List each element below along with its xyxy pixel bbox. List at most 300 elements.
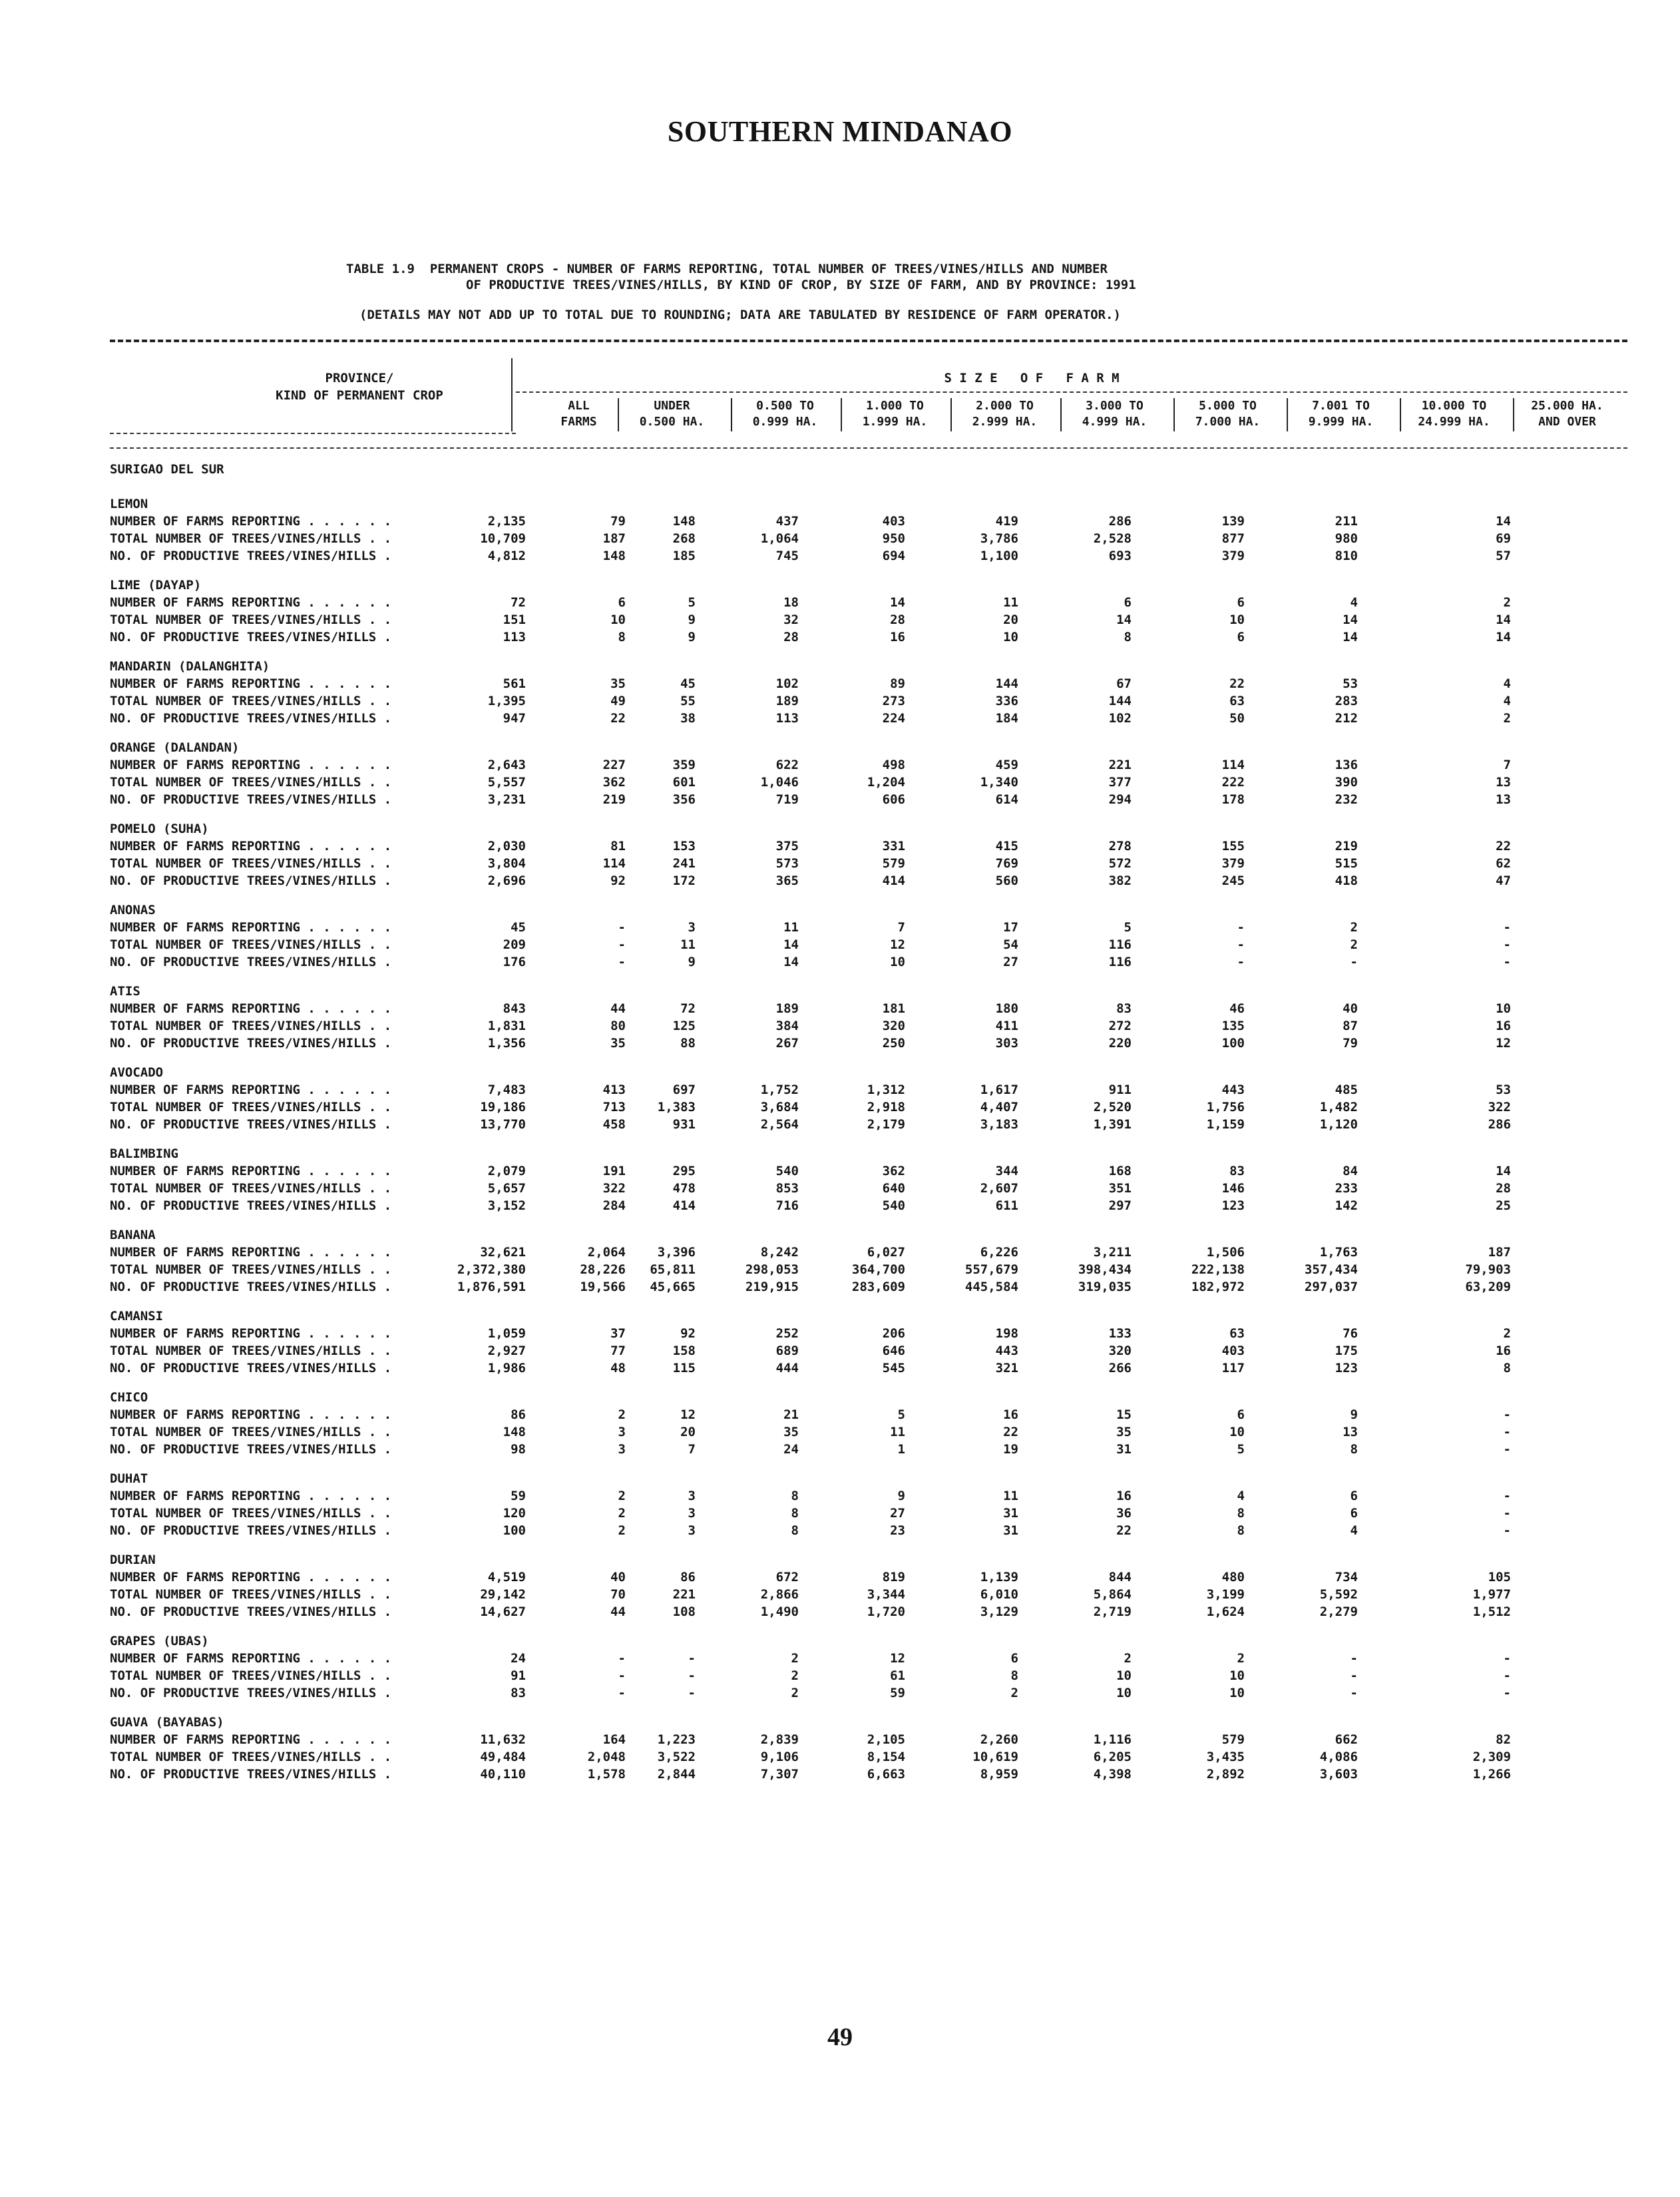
column-divider xyxy=(731,398,732,431)
table-cell: 1,204 xyxy=(867,775,905,790)
table-cell: 3 xyxy=(618,1442,626,1457)
table-cell: 398,434 xyxy=(1078,1262,1132,1277)
table-cell: 35 xyxy=(783,1425,799,1439)
table-cell: 298,053 xyxy=(745,1262,799,1277)
table-cell: 76 xyxy=(1343,1326,1358,1341)
table-cell: 3 xyxy=(618,1425,626,1439)
table-cell: 12 xyxy=(890,937,905,952)
table-cell: 1,059 xyxy=(487,1326,526,1341)
row-label: NO. OF PRODUCTIVE TREES/VINES/HILLS . xyxy=(110,1686,392,1700)
table-cell: - xyxy=(1503,955,1511,969)
table-cell: 1,763 xyxy=(1319,1245,1358,1260)
table-cell: 3 xyxy=(688,920,696,935)
column-divider xyxy=(1060,398,1062,431)
table-cell: 87 xyxy=(1343,1019,1358,1033)
table-cell: 63 xyxy=(1229,694,1245,708)
table-cell: 5,657 xyxy=(487,1181,526,1196)
row-label: TOTAL NUMBER OF TREES/VINES/HILLS . . xyxy=(110,612,392,627)
column-divider xyxy=(1513,398,1514,431)
page-number: 49 xyxy=(827,2023,853,2051)
table-cell: 20 xyxy=(1003,612,1018,627)
column-divider xyxy=(1400,398,1401,431)
table-cell: 16 xyxy=(1496,1343,1511,1358)
table-cell: 1,977 xyxy=(1472,1587,1511,1602)
table-cell: 108 xyxy=(672,1604,696,1619)
table-cell: 2 xyxy=(791,1686,799,1700)
table-cell: 2,607 xyxy=(980,1181,1018,1196)
row-label: NO. OF PRODUCTIVE TREES/VINES/HILLS . xyxy=(110,711,392,726)
table-cell: 2,135 xyxy=(487,514,526,529)
table-row xyxy=(110,1684,1627,1702)
table-row xyxy=(110,675,1627,692)
column-header-line1: 2.000 TO xyxy=(976,399,1034,413)
table-cell: 3 xyxy=(688,1489,696,1503)
table-cell: 14 xyxy=(1496,630,1511,644)
table-row xyxy=(110,692,1627,710)
table-cell: 8 xyxy=(791,1489,799,1503)
table-cell: 22 xyxy=(1496,839,1511,854)
row-label: TOTAL NUMBER OF TREES/VINES/HILLS . . xyxy=(110,1343,392,1358)
column-header-line2: 1.999 HA. xyxy=(862,415,928,429)
table-cell: 418 xyxy=(1335,873,1358,888)
column-header-line1: 5.000 TO xyxy=(1199,399,1257,413)
table-cell: 320 xyxy=(882,1019,905,1033)
table-cell: 1,223 xyxy=(657,1732,696,1747)
row-label: NO. OF PRODUCTIVE TREES/VINES/HILLS . xyxy=(110,1117,392,1132)
table-cell: 4,812 xyxy=(487,549,526,563)
table-cell: 3,435 xyxy=(1206,1750,1245,1764)
size-of-farm-header: S I Z E O F F A R M xyxy=(944,371,1120,385)
table-cell: 10 xyxy=(1116,1668,1132,1683)
table-cell: 5 xyxy=(688,595,696,610)
table-cell: 184 xyxy=(995,711,1018,726)
table-cell: - xyxy=(618,937,626,952)
table-cell: 28 xyxy=(890,612,905,627)
table-row xyxy=(110,919,1627,936)
table-row xyxy=(110,1731,1627,1748)
column-header-line1: 0.500 TO xyxy=(756,399,814,413)
table-row xyxy=(110,530,1627,547)
table-cell: 322 xyxy=(1488,1100,1511,1114)
row-label: NO. OF PRODUCTIVE TREES/VINES/HILLS . xyxy=(110,1523,392,1538)
table-cell: 86 xyxy=(511,1407,526,1422)
table-cell: 5,592 xyxy=(1319,1587,1358,1602)
table-cell: 283,609 xyxy=(851,1280,905,1294)
table-cell: 561 xyxy=(503,676,526,691)
table-cell: 67 xyxy=(1116,676,1132,691)
table-cell: 303 xyxy=(995,1036,1018,1051)
table-cell: 16 xyxy=(1116,1489,1132,1503)
table-row xyxy=(110,855,1627,872)
table-cell: 284 xyxy=(602,1198,626,1213)
table-cell: 694 xyxy=(882,549,905,563)
table-cell: 379 xyxy=(1221,856,1245,871)
crop-list xyxy=(110,495,1627,1783)
column-header-line2: FARMS xyxy=(560,415,597,429)
table-cell: 219 xyxy=(602,792,626,807)
column-header-line1: 25.000 HA. xyxy=(1531,399,1603,413)
table-cell: 72 xyxy=(511,595,526,610)
crop-block xyxy=(110,1389,1627,1458)
table-cell: 44 xyxy=(610,1001,626,1016)
table-cell: 6 xyxy=(1350,1506,1358,1521)
table-cell: 357,434 xyxy=(1304,1262,1358,1277)
table-cell: 2,696 xyxy=(487,873,526,888)
table-cell: 1,116 xyxy=(1093,1732,1132,1747)
table-cell: 14 xyxy=(1343,630,1358,644)
table-cell: 181 xyxy=(882,1001,905,1016)
table-cell: 560 xyxy=(995,873,1018,888)
table-cell: 365 xyxy=(775,873,799,888)
table-cell: 79,903 xyxy=(1465,1262,1511,1277)
table-cell: 136 xyxy=(1335,758,1358,772)
table-cell: 4,407 xyxy=(980,1100,1018,1114)
row-label: NO. OF PRODUCTIVE TREES/VINES/HILLS . xyxy=(110,873,392,888)
table-cell: - xyxy=(1503,1442,1511,1457)
table-cell: 931 xyxy=(672,1117,696,1132)
table-cell: 769 xyxy=(995,856,1018,871)
stub-divider xyxy=(511,358,513,431)
table-cell: 24 xyxy=(511,1651,526,1666)
table-cell: 80 xyxy=(610,1019,626,1033)
table-cell: 5 xyxy=(897,1407,905,1422)
table-cell: 3,786 xyxy=(980,531,1018,546)
stub-bottom-rule xyxy=(110,433,516,434)
table-row xyxy=(110,1035,1627,1052)
table-row xyxy=(110,1487,1627,1505)
table-row xyxy=(110,1505,1627,1522)
crop-block xyxy=(110,1714,1627,1783)
crop-block xyxy=(110,1064,1627,1133)
row-label: NUMBER OF FARMS REPORTING . . . . . . xyxy=(110,676,392,691)
table-cell: 336 xyxy=(995,694,1018,708)
table-row xyxy=(110,611,1627,628)
table-cell: 222,138 xyxy=(1191,1262,1245,1277)
header-top-rule xyxy=(110,340,1627,342)
table-cell: 4 xyxy=(1350,595,1358,610)
table-cell: 2,520 xyxy=(1093,1100,1132,1114)
table-cell: - xyxy=(618,1686,626,1700)
row-label: NO. OF PRODUCTIVE TREES/VINES/HILLS . xyxy=(110,1361,392,1375)
table-cell: 13 xyxy=(1496,792,1511,807)
row-label: NUMBER OF FARMS REPORTING . . . . . . xyxy=(110,1489,392,1503)
table-cell: 4 xyxy=(1350,1523,1358,1538)
table-cell: 3,603 xyxy=(1319,1767,1358,1782)
table-cell: 1,617 xyxy=(980,1083,1018,1097)
table-cell: 8 xyxy=(1010,1668,1018,1683)
table-cell: 2,643 xyxy=(487,758,526,772)
crop-name: BALIMBING xyxy=(110,1146,178,1161)
table-cell: 414 xyxy=(672,1198,696,1213)
table-cell: 877 xyxy=(1221,531,1245,546)
table-cell: 222 xyxy=(1221,775,1245,790)
table-cell: 614 xyxy=(995,792,1018,807)
table-cell: 579 xyxy=(882,856,905,871)
crop-name: POMELO (SUHA) xyxy=(110,822,209,836)
row-label: NUMBER OF FARMS REPORTING . . . . . . xyxy=(110,839,392,854)
table-cell: 38 xyxy=(680,711,696,726)
table-cell: 1,064 xyxy=(760,531,799,546)
crop-block xyxy=(110,1632,1627,1702)
crop-name: MANDARIN (DALANGHITA) xyxy=(110,659,270,674)
table-cell: 29,142 xyxy=(480,1587,526,1602)
table-cell: 498 xyxy=(882,758,905,772)
table-cell: 2,064 xyxy=(587,1245,626,1260)
table-cell: 745 xyxy=(775,549,799,563)
table-cell: - xyxy=(1503,1407,1511,1422)
table-cell: 23 xyxy=(890,1523,905,1538)
table-cell: 3,152 xyxy=(487,1198,526,1213)
row-label: TOTAL NUMBER OF TREES/VINES/HILLS . . xyxy=(110,775,392,790)
table-cell: 2 xyxy=(791,1668,799,1683)
table-cell: 70 xyxy=(610,1587,626,1602)
table-cell: 320 xyxy=(1108,1343,1132,1358)
table-cell: 403 xyxy=(1221,1343,1245,1358)
table-caption-line1: TABLE 1.9 PERMANENT CROPS - NUMBER OF FARMS REPORTING, TOTAL NUMBER OF TREES/VINES/HILLS AND NUMBER xyxy=(346,262,1108,276)
table-cell: 2,030 xyxy=(487,839,526,854)
row-label: TOTAL NUMBER OF TREES/VINES/HILLS . . xyxy=(110,1425,392,1439)
table-cell: 232 xyxy=(1335,792,1358,807)
table-cell: 40 xyxy=(1343,1001,1358,1016)
table-cell: 21 xyxy=(783,1407,799,1422)
table-cell: 4,086 xyxy=(1319,1750,1358,1764)
table-cell: 175 xyxy=(1335,1343,1358,1358)
table-cell: 540 xyxy=(775,1164,799,1178)
table-cell: 375 xyxy=(775,839,799,854)
table-row xyxy=(110,1261,1627,1278)
table-cell: 9,106 xyxy=(760,1750,799,1764)
table-cell: 32,621 xyxy=(480,1245,526,1260)
crop-block xyxy=(110,577,1627,646)
table-row xyxy=(110,1017,1627,1035)
table-cell: 557,679 xyxy=(964,1262,1018,1277)
table-row xyxy=(110,1162,1627,1180)
column-header-line2: 0.500 HA. xyxy=(639,415,705,429)
table-cell: 6 xyxy=(1010,1651,1018,1666)
table-cell: 45 xyxy=(511,920,526,935)
table-cell: 716 xyxy=(775,1198,799,1213)
row-label: NO. OF PRODUCTIVE TREES/VINES/HILLS . xyxy=(110,549,392,563)
table-cell: - xyxy=(1503,937,1511,952)
table-cell: 227 xyxy=(602,758,626,772)
table-cell: 1,756 xyxy=(1206,1100,1245,1114)
row-label: NUMBER OF FARMS REPORTING . . . . . . xyxy=(110,1001,392,1016)
table-cell: 28 xyxy=(1496,1181,1511,1196)
table-row xyxy=(110,594,1627,611)
table-cell: 83 xyxy=(1116,1001,1132,1016)
table-cell: 12 xyxy=(1496,1036,1511,1051)
table-cell: 92 xyxy=(610,873,626,888)
table-cell: 32 xyxy=(783,612,799,627)
table-cell: 1,046 xyxy=(760,775,799,790)
table-cell: 28,226 xyxy=(580,1262,626,1277)
table-cell: 3,231 xyxy=(487,792,526,807)
table-cell: 117 xyxy=(1221,1361,1245,1375)
table-cell: 25 xyxy=(1496,1198,1511,1213)
table-cell: 2,892 xyxy=(1206,1767,1245,1782)
table-cell: 1,624 xyxy=(1206,1604,1245,1619)
table-cell: 59 xyxy=(890,1686,905,1700)
table-cell: 853 xyxy=(775,1181,799,1196)
table-cell: 611 xyxy=(995,1198,1018,1213)
row-label: NO. OF PRODUCTIVE TREES/VINES/HILLS . xyxy=(110,1280,392,1294)
table-cell: 2,309 xyxy=(1472,1750,1511,1764)
table-cell: 377 xyxy=(1108,775,1132,790)
table-cell: 146 xyxy=(1221,1181,1245,1196)
table-cell: 331 xyxy=(882,839,905,854)
table-cell: 545 xyxy=(882,1361,905,1375)
table-cell: 168 xyxy=(1108,1164,1132,1178)
table-cell: 515 xyxy=(1335,856,1358,871)
table-cell: 359 xyxy=(672,758,696,772)
table-cell: 49 xyxy=(610,694,626,708)
table-cell: - xyxy=(1503,920,1511,935)
table-cell: 459 xyxy=(995,758,1018,772)
crop-name: ANONAS xyxy=(110,903,156,917)
table-row xyxy=(110,710,1627,727)
table-cell: 445,584 xyxy=(964,1280,1018,1294)
table-cell: 1,490 xyxy=(760,1604,799,1619)
table-cell: 4 xyxy=(1237,1489,1245,1503)
table-cell: 102 xyxy=(1108,711,1132,726)
table-cell: - xyxy=(618,1651,626,1666)
row-label: NO. OF PRODUCTIVE TREES/VINES/HILLS . xyxy=(110,1767,392,1782)
crop-block xyxy=(110,983,1627,1052)
table-cell: 2 xyxy=(618,1407,626,1422)
table-cell: 224 xyxy=(882,711,905,726)
table-cell: 15 xyxy=(1116,1407,1132,1422)
table-cell: 185 xyxy=(672,549,696,563)
table-cell: 2,048 xyxy=(587,1750,626,1764)
table-cell: 35 xyxy=(610,676,626,691)
crop-block xyxy=(110,1470,1627,1539)
stub-header-line1: PROVINCE/ xyxy=(325,371,394,385)
table-cell: 13,770 xyxy=(480,1117,526,1132)
table-cell: 144 xyxy=(1108,694,1132,708)
table-cell: 241 xyxy=(672,856,696,871)
table-cell: 72 xyxy=(680,1001,696,1016)
table-cell: 2 xyxy=(618,1523,626,1538)
table-cell: 113 xyxy=(775,711,799,726)
table-cell: 81 xyxy=(610,839,626,854)
column-header-line1: 3.000 TO xyxy=(1086,399,1144,413)
table-cell: 7,307 xyxy=(760,1767,799,1782)
column-divider xyxy=(841,398,842,431)
table-row xyxy=(110,872,1627,889)
table-cell: 36 xyxy=(1116,1506,1132,1521)
size-header-rule xyxy=(516,391,1627,393)
table-cell: 84 xyxy=(1343,1164,1358,1178)
row-label: TOTAL NUMBER OF TREES/VINES/HILLS . . xyxy=(110,937,392,952)
table-cell: 125 xyxy=(672,1019,696,1033)
table-cell: 6 xyxy=(1350,1489,1358,1503)
table-cell: - xyxy=(1503,1506,1511,1521)
table-cell: 2,719 xyxy=(1093,1604,1132,1619)
table-cell: 2,564 xyxy=(760,1117,799,1132)
table-cell: 2 xyxy=(1503,711,1511,726)
column-header-line1: 1.000 TO xyxy=(866,399,924,413)
table-cell: 245 xyxy=(1221,873,1245,888)
table-row xyxy=(110,936,1627,953)
table-row xyxy=(110,774,1627,791)
table-row xyxy=(110,1278,1627,1296)
table-cell: 10 xyxy=(1003,630,1018,644)
table-cell: 1,139 xyxy=(980,1570,1018,1585)
table-cell: 40,110 xyxy=(480,1767,526,1782)
table-cell: 411 xyxy=(995,1019,1018,1033)
table-cell: 11,632 xyxy=(480,1732,526,1747)
table-row xyxy=(110,1098,1627,1116)
column-header-line2: 0.999 HA. xyxy=(752,415,818,429)
table-cell: 20 xyxy=(680,1425,696,1439)
table-cell: 478 xyxy=(672,1181,696,1196)
table-cell: - xyxy=(1503,1425,1511,1439)
row-label: TOTAL NUMBER OF TREES/VINES/HILLS . . xyxy=(110,1019,392,1033)
row-label: NO. OF PRODUCTIVE TREES/VINES/HILLS . xyxy=(110,630,392,644)
table-cell: 10 xyxy=(890,955,905,969)
column-header-line1: 10.000 TO xyxy=(1421,399,1487,413)
table-cell: 2 xyxy=(1124,1651,1132,1666)
crop-name: CHICO xyxy=(110,1390,148,1405)
table-cell: 10,709 xyxy=(480,531,526,546)
table-cell: 3,344 xyxy=(867,1587,905,1602)
table-cell: 2 xyxy=(1010,1686,1018,1700)
table-cell: 480 xyxy=(1221,1570,1245,1585)
row-label: NUMBER OF FARMS REPORTING . . . . . . xyxy=(110,1651,392,1666)
table-row xyxy=(110,1603,1627,1620)
table-cell: 45,665 xyxy=(650,1280,696,1294)
table-cell: 1 xyxy=(897,1442,905,1457)
row-label: TOTAL NUMBER OF TREES/VINES/HILLS . . xyxy=(110,531,392,546)
row-label: NO. OF PRODUCTIVE TREES/VINES/HILLS . xyxy=(110,1442,392,1457)
table-row xyxy=(110,1650,1627,1667)
table-cell: 2,918 xyxy=(867,1100,905,1114)
table-cell: 5,557 xyxy=(487,775,526,790)
table-cell: 2,528 xyxy=(1093,531,1132,546)
column-header-line1: UNDER xyxy=(654,399,690,413)
row-label: NO. OF PRODUCTIVE TREES/VINES/HILLS . xyxy=(110,1604,392,1619)
table-cell: 640 xyxy=(882,1181,905,1196)
table-cell: 297,037 xyxy=(1304,1280,1358,1294)
table-cell: 7 xyxy=(897,920,905,935)
table-cell: 22 xyxy=(1229,676,1245,691)
table-cell: 91 xyxy=(511,1668,526,1683)
table-cell: 8 xyxy=(791,1506,799,1521)
table-cell: 6,027 xyxy=(867,1245,905,1260)
table-cell: 2 xyxy=(1237,1651,1245,1666)
table-cell: 283 xyxy=(1335,694,1358,708)
table-row xyxy=(110,547,1627,565)
table-cell: 221 xyxy=(1108,758,1132,772)
table-cell: 82 xyxy=(1496,1732,1511,1747)
table-cell: 10 xyxy=(1229,1668,1245,1683)
table-cell: 5 xyxy=(1237,1442,1245,1457)
header-bottom-rule xyxy=(110,447,1627,449)
table-cell: - xyxy=(1350,955,1358,969)
crop-block xyxy=(110,820,1627,889)
table-row xyxy=(110,1197,1627,1214)
crop-block xyxy=(110,1226,1627,1296)
table-cell: 9 xyxy=(1350,1407,1358,1422)
row-label: NUMBER OF FARMS REPORTING . . . . . . xyxy=(110,595,392,610)
table-cell: 6 xyxy=(1124,595,1132,610)
table-cell: 844 xyxy=(1108,1570,1132,1585)
table-cell: 144 xyxy=(995,676,1018,691)
province-name: SURIGAO DEL SUR xyxy=(110,462,224,477)
table-cell: 646 xyxy=(882,1343,905,1358)
row-label: NUMBER OF FARMS REPORTING . . . . . . xyxy=(110,1570,392,1585)
table-cell: 187 xyxy=(602,531,626,546)
